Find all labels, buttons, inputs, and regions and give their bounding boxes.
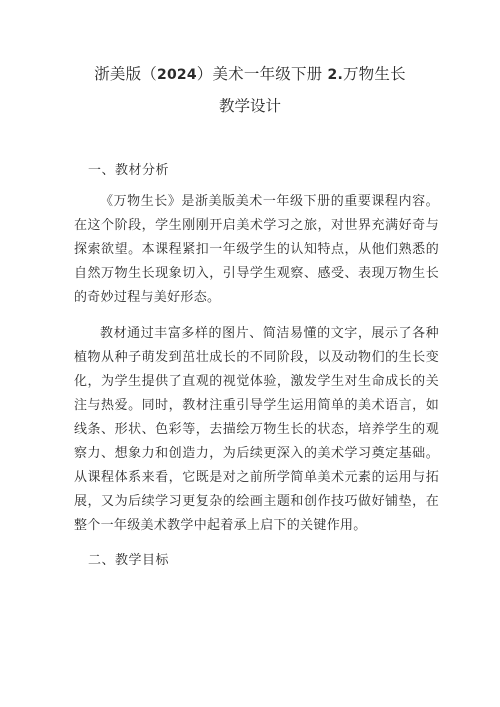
document-body	[74, 160, 439, 580]
paragraph-1: 《万物生长》是浙美版美术一年级下册的重要课程内容。在这个阶段，学生刚刚开启美术学习之旅，对世界充满好奇与探索欲望。本课程紧扣一年级学生的认知特点，从他们熟悉的自然万物生长现象切入，引导学生观察、感受、表现万物生长的奇妙过程与美好形态。	[74, 194, 439, 305]
title-middle: ）美术一年级下册	[196, 65, 328, 83]
paragraph-2: 教材通过丰富多样的图片、简洁易懂的文字，展示了各种植物从种子萌发到茁壮成长的不同阶段，以及动物们的生长变化，为学生提供了直观的视觉体验，激发学生对生命成长的关注与热爱。同时，教材注重引导学生运用简单的美术语言，如线条、形状、色彩等，去描绘万物生长的状态，培养学生的观察力、想象力和创造力，为后续更深入的美术学习奠定基础。从课程体系来看，它既是对之前所学简单美术元素的运用与拓展，又为后续学习更复杂的绘画主题和创作技巧做好铺垫，在整个一年级美术教学中起着承上启下的关键作用。	[74, 326, 439, 533]
document-title	[0, 64, 500, 85]
section-heading-textbook-analysis: 一、教材分析	[88, 163, 170, 178]
title-year: 2024	[157, 67, 197, 83]
title-suffix: 万物生长	[342, 65, 406, 83]
document-subtitle: 教学设计	[218, 97, 281, 115]
section-heading-teaching-goals: 二、教学目标	[88, 553, 170, 568]
title-prefix: 浙美版（	[94, 65, 158, 83]
title-number: 2.	[327, 67, 343, 83]
